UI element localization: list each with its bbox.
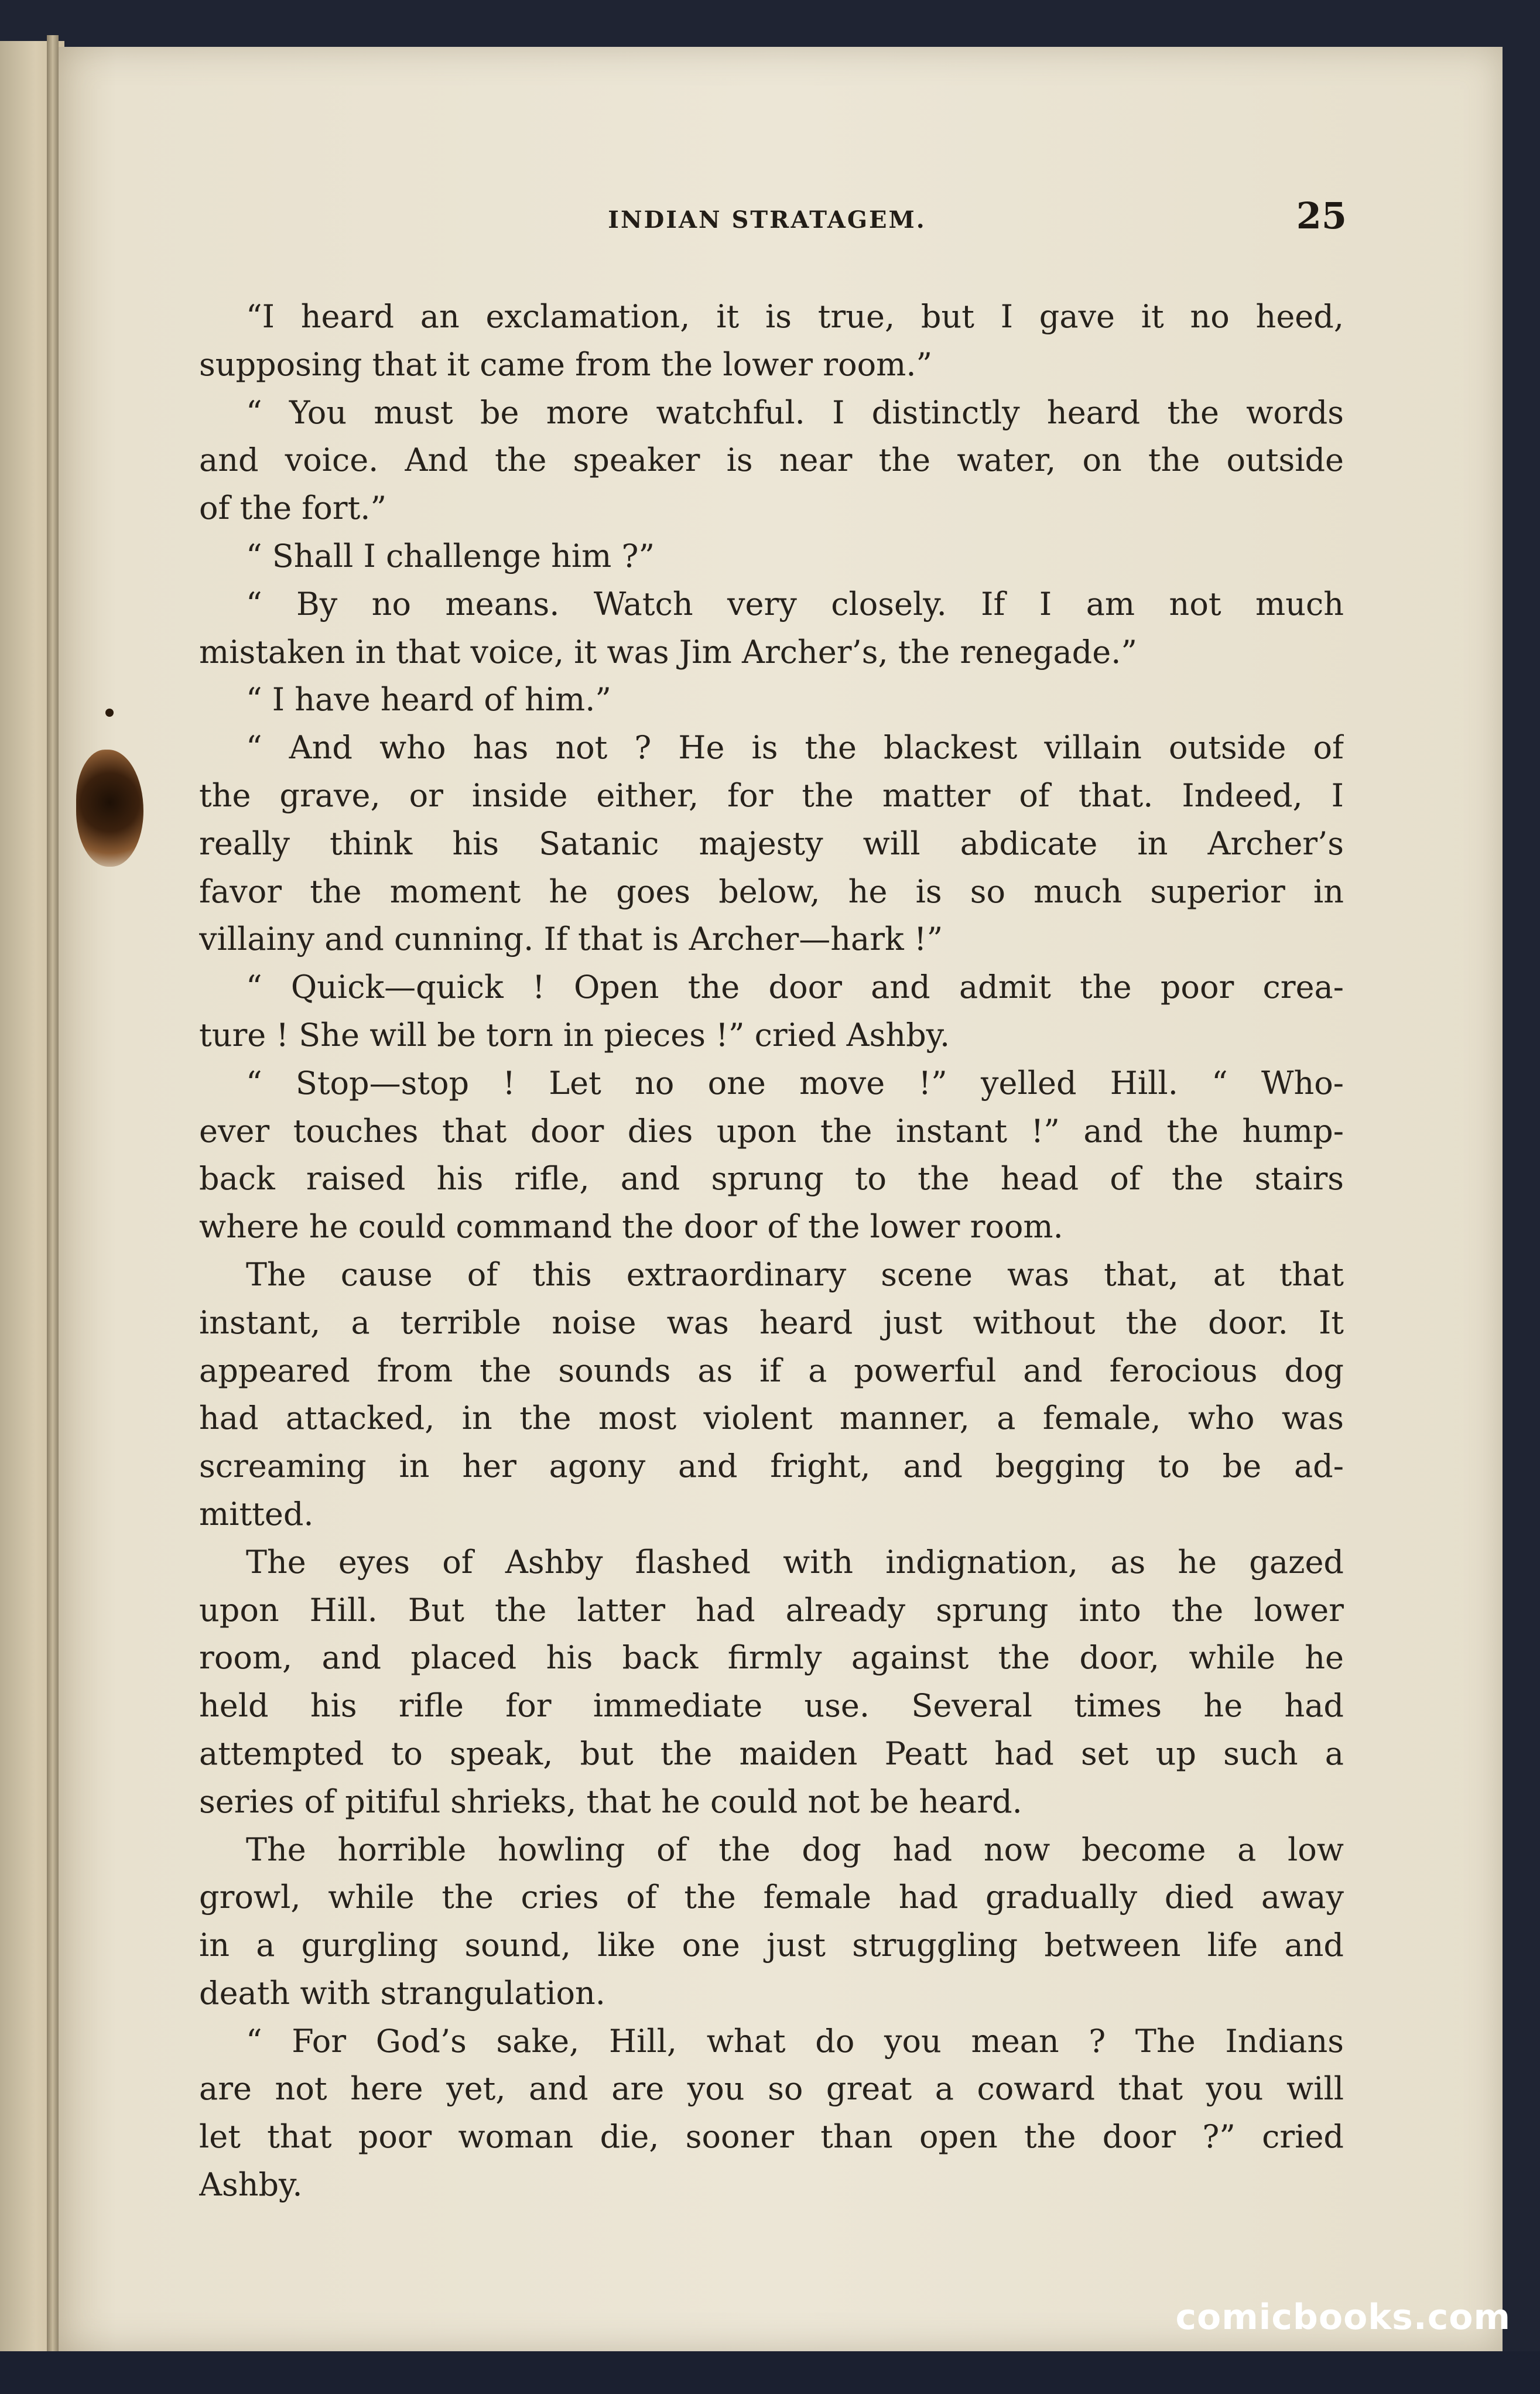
text-line: supposing that it came from the lower room.” — [199, 346, 933, 383]
burn-hole — [76, 750, 143, 867]
text-line: mistaken in that voice, it was Jim Archer’s, the renegade.” — [199, 633, 1137, 671]
text-line: really think his Satanic majesty will abdicate in Archer’s — [199, 825, 1344, 862]
text-line: “I heard an exclamation, it is true, but I gave it no heed, — [246, 298, 1344, 335]
running-head: INDIAN STRATAGEM. — [608, 206, 926, 234]
page-number: 25 — [1296, 194, 1347, 237]
watermark: comicbooks.com — [1175, 2297, 1511, 2338]
text-line: villainy and cunning. If that is Archer—hark !” — [199, 921, 943, 958]
text-line: “ Shall I challenge him ?” — [246, 537, 655, 574]
text-line: are not here yet, and are you so great a coward that you will — [199, 2070, 1344, 2108]
text-line: growl, while the cries of the female had gradually died away — [199, 1879, 1344, 1916]
text-line: let that poor woman die, sooner than open the door ?” cried — [199, 2118, 1344, 2156]
text-line: “ You must be more watchful. I distinctly heard the words — [246, 394, 1344, 431]
text-line: “ And who has not ? He is the blackest villain outside of — [246, 729, 1344, 767]
text-line: the grave, or inside either, for the matter of that. Indeed, I — [199, 777, 1344, 814]
text-line: mitted. — [199, 1495, 314, 1533]
text-line: in a gurgling sound, like one just struggling between life and — [199, 1927, 1344, 1964]
text-line: back raised his rifle, and sprung to the head of the stairs — [199, 1160, 1344, 1198]
text-line: The eyes of Ashby flashed with indignation, as he gazed — [246, 1543, 1344, 1581]
text-line: and voice. And the speaker is near the water, on the outside — [199, 442, 1344, 479]
text-line: where he could command the door of the lower room. — [199, 1208, 1063, 1246]
burn-spot — [105, 709, 114, 717]
text-line: “ By no means. Watch very closely. If I am not much — [246, 585, 1344, 623]
text-line: ture ! She will be torn in pieces !” cried Ashby. — [199, 1016, 950, 1054]
text-line: appeared from the sounds as if a powerful and ferocious dog — [199, 1352, 1344, 1389]
text-line: held his rifle for immediate use. Several times he had — [199, 1687, 1344, 1725]
text-line: screaming in her agony and fright, and begging to be ad- — [199, 1448, 1344, 1485]
text-line: The cause of this extraordinary scene was that, at that — [246, 1256, 1344, 1293]
text-line: “ For God’s sake, Hill, what do you mean ? The Indians — [246, 2022, 1344, 2060]
text-line: “ Quick—quick ! Open the door and admit the poor crea- — [246, 969, 1344, 1006]
text-line: had attacked, in the most violent manner, a female, who was — [199, 1400, 1344, 1437]
text-line: instant, a terrible noise was heard just without the door. It — [199, 1304, 1344, 1341]
text-line: ever touches that door dies upon the instant !” and the hump- — [199, 1112, 1344, 1150]
book-gutter — [47, 35, 59, 2378]
text-line: favor the moment he goes below, he is so much superior in — [199, 873, 1344, 910]
text-line: death with strangulation. — [199, 1974, 605, 2012]
text-line: “ Stop—stop ! Let no one move !” yelled Hill. “ Who- — [246, 1064, 1344, 1102]
body-text — [199, 293, 1344, 2209]
text-line: upon Hill. But the latter had already sprung into the lower — [199, 1591, 1344, 1629]
text-line: The horrible howling of the dog had now become a low — [246, 1831, 1344, 1868]
text-line: of the fort.” — [199, 490, 387, 527]
text-line: Ashby. — [199, 2166, 303, 2204]
text-line: attempted to speak, but the maiden Peatt had set up such a — [199, 1735, 1344, 1772]
text-line: series of pitiful shrieks, that he could not be heard. — [199, 1783, 1022, 1820]
text-line: room, and placed his back firmly against the door, while he — [199, 1639, 1344, 1677]
scan-border — [0, 2351, 1540, 2394]
text-line: “ I have heard of him.” — [246, 681, 612, 719]
